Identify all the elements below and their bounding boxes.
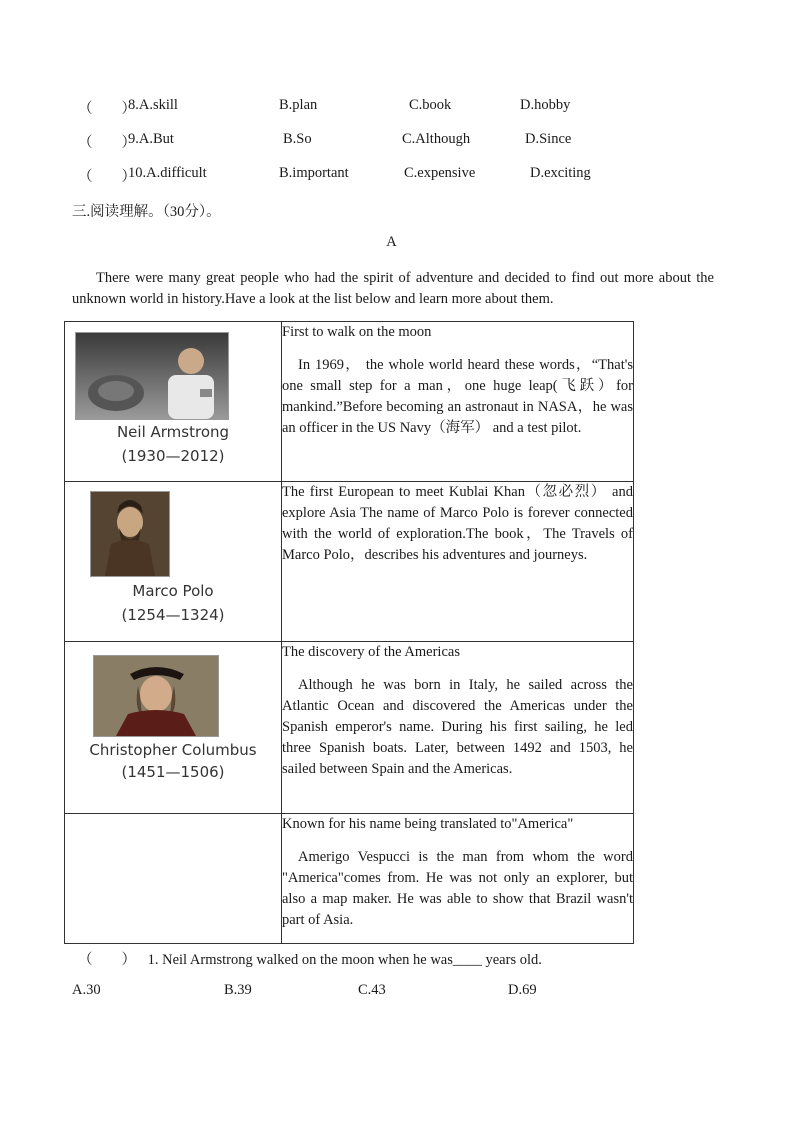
explorer-name: Christopher Columbus bbox=[89, 741, 257, 759]
option-c: C.43 bbox=[358, 982, 386, 998]
explorer-image-cell-empty bbox=[65, 814, 282, 944]
option-c: C.book bbox=[409, 97, 452, 113]
option-a: A.30 bbox=[72, 982, 101, 998]
cloze-row-9 bbox=[78, 131, 718, 151]
cloze-row-10 bbox=[78, 165, 718, 185]
option-b: B.plan bbox=[279, 97, 318, 113]
option-c: C.Although bbox=[402, 131, 471, 147]
option-d: D.exciting bbox=[530, 165, 591, 181]
option-d: D.hobby bbox=[520, 97, 571, 113]
explorer-image-cell bbox=[65, 482, 282, 642]
option-b: B.39 bbox=[224, 982, 252, 998]
answer-paren: （ ） bbox=[78, 135, 136, 151]
option-a: 9.A.But bbox=[128, 131, 174, 147]
explorer-body: Amerigo Vespucci is the man from whom the word "America"comes from. He was not only an explorer, but also a map maker. He was able to show that Brazil wasn't part of Asia. bbox=[282, 849, 633, 928]
option-d: D.69 bbox=[508, 982, 537, 998]
answer-paren: （ ） bbox=[78, 101, 136, 117]
question-1-options bbox=[72, 982, 632, 1002]
explorer-heading: Known for his name being translated to"America" bbox=[282, 816, 574, 832]
marco-polo-portrait bbox=[90, 491, 170, 577]
armstrong-photo bbox=[75, 332, 229, 420]
question-1 bbox=[78, 948, 542, 969]
explorer-name: Marco Polo bbox=[132, 582, 214, 600]
explorer-image-cell bbox=[65, 322, 282, 482]
columbus-portrait bbox=[93, 655, 219, 737]
option-b: B.So bbox=[283, 131, 312, 147]
section-heading: 三.阅读理解。（30分）。 bbox=[72, 204, 221, 220]
option-c: C.expensive bbox=[404, 165, 476, 181]
option-d: D.Since bbox=[525, 131, 572, 147]
option-a: 8.A.skill bbox=[128, 97, 178, 113]
intro-paragraph: There were many great people who had the spirit of adventure and decided to find out more about the unknown world in history.Have a look at the list below and learn more about them. bbox=[72, 270, 714, 307]
cloze-row-8 bbox=[78, 97, 718, 117]
table-row bbox=[65, 642, 634, 814]
table-row bbox=[65, 814, 634, 944]
question-stem: 1. Neil Armstrong walked on the moon when he was____ years old. bbox=[147, 952, 542, 968]
explorer-heading: First to walk on the moon bbox=[282, 324, 432, 340]
option-b: B.important bbox=[279, 165, 349, 181]
explorer-name: Neil Armstrong bbox=[116, 423, 230, 441]
answer-paren: （ ） bbox=[78, 169, 136, 185]
explorer-text-cell bbox=[282, 482, 634, 642]
table-row bbox=[65, 482, 634, 642]
explorer-heading: The discovery of the Americas bbox=[282, 644, 460, 660]
passage-intro bbox=[72, 268, 714, 310]
explorer-image-cell bbox=[65, 642, 282, 814]
explorer-text-cell bbox=[282, 814, 634, 944]
explorer-body: Although he was born in Italy, he sailed across the Atlantic Ocean and discovered the Americas under the Spanish emperor's name. During his first sailing, he led three Spanish boats. Later, between 1492 and 1503, he sailed between Spain and the Americas. bbox=[282, 677, 633, 777]
explorer-text-cell bbox=[282, 322, 634, 482]
option-a: 10.A.difficult bbox=[128, 165, 207, 181]
explorer-years: (1451—1506) bbox=[121, 763, 225, 781]
explorer-body: The first European to meet Kublai Khan（忽必烈） and explore Asia The name of Marco Polo is forever connected with the world of exploration.The book，The Travels of Marco Polo，describes his adventures and journeys. bbox=[282, 484, 633, 563]
answer-paren: （ ） bbox=[78, 952, 136, 968]
explorer-body: In 1969， the whole world heard these words，“That's one small step for a man，one huge leap(飞跃）for mankind.”Before becoming an astronaut in NASA，he was an officer in the US Navy（海军） and a test pilot. bbox=[282, 357, 633, 436]
explorer-text-cell bbox=[282, 642, 634, 814]
explorer-years: (1930—2012) bbox=[121, 447, 225, 465]
passage-title: A bbox=[386, 234, 397, 250]
table-row bbox=[65, 322, 634, 482]
explorer-years: (1254—1324) bbox=[121, 606, 225, 624]
explorers-table bbox=[64, 321, 634, 944]
